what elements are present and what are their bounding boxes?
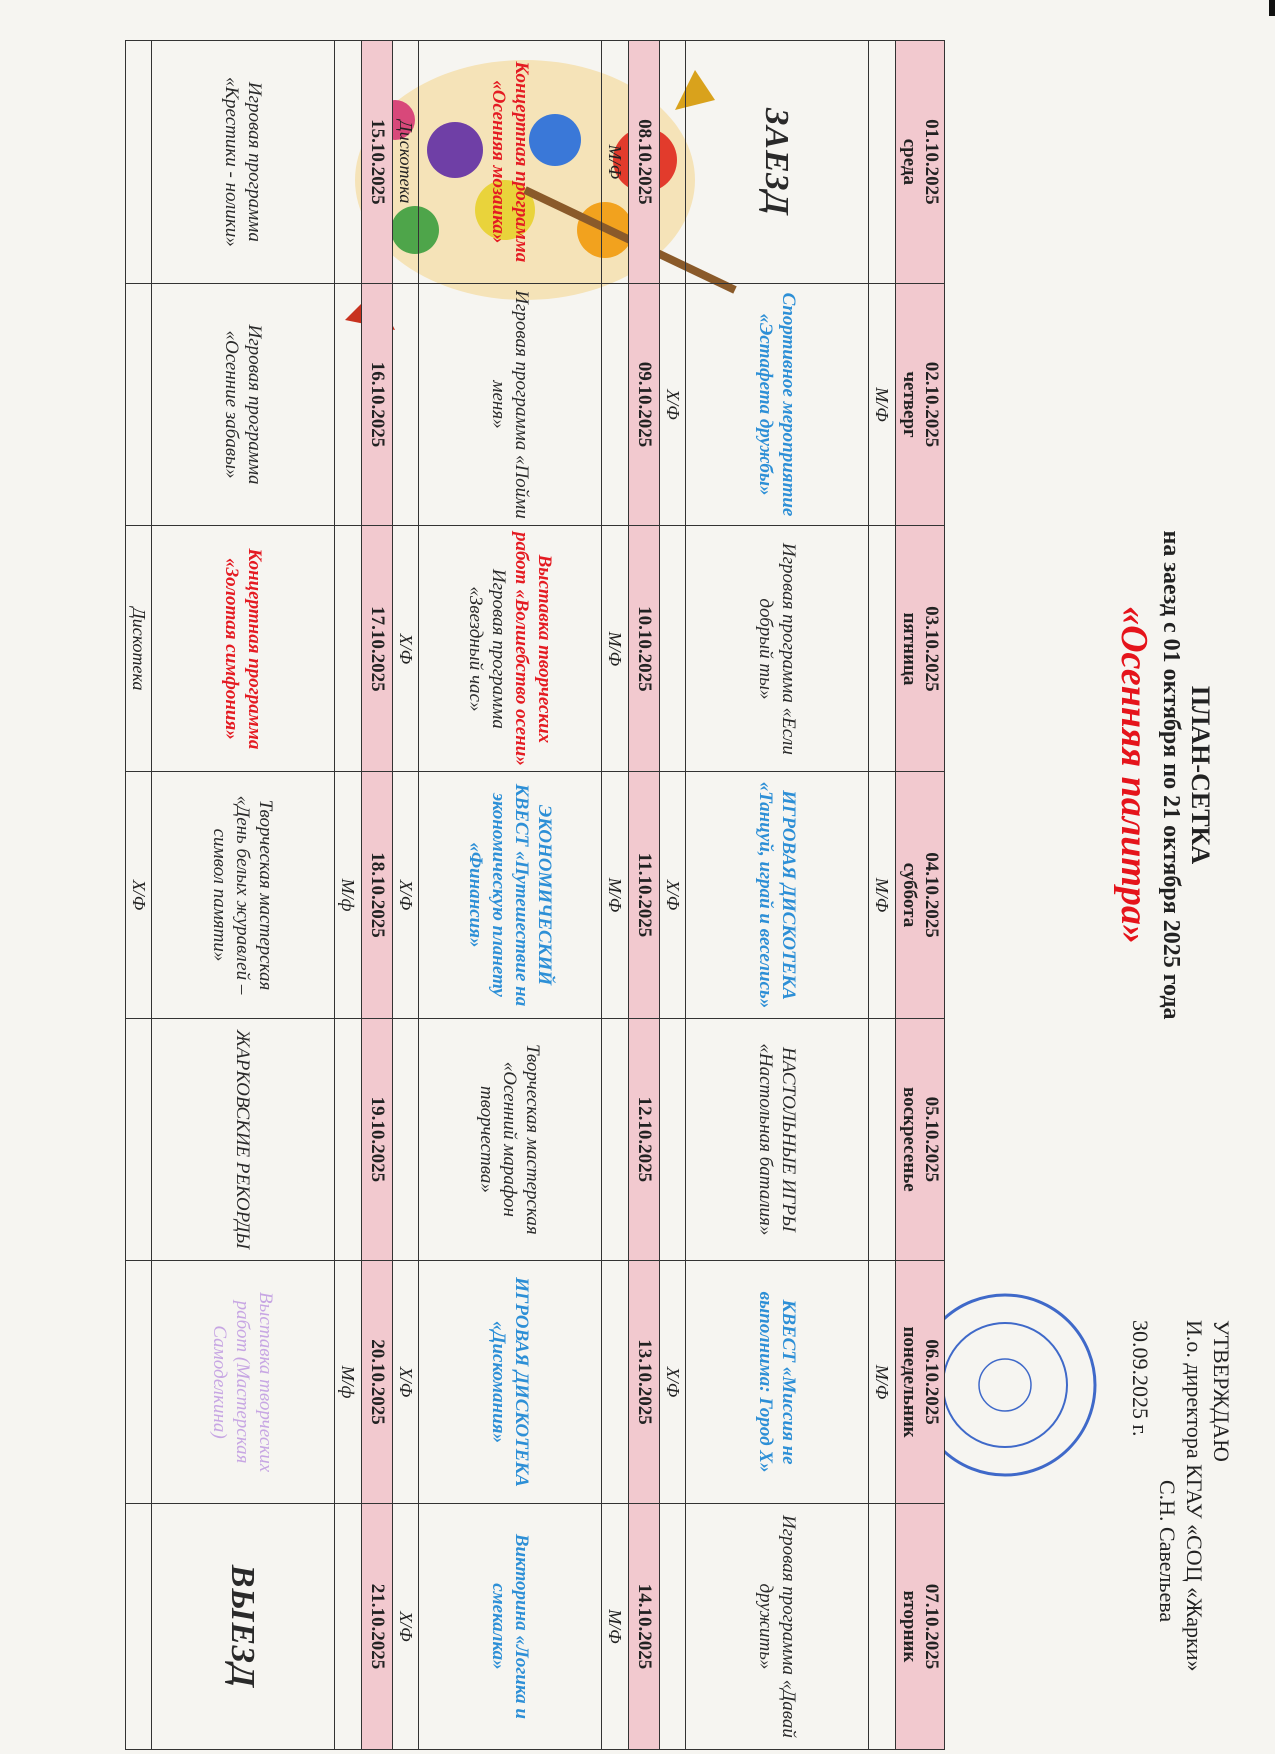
date-cell (896, 1018, 945, 1261)
event-text: Концертная программа «Осенняя мозаика» (488, 61, 532, 263)
approval-position: И.о. директора КГАУ «СОЦ «Жарки» (1182, 1320, 1207, 1672)
plan-subtitle: на заезд с 01 октября по 21 октября 2025 года (1158, 530, 1184, 1020)
evening-slot-row (126, 41, 152, 1750)
event-text: ИГРОВАЯ ДИСКОТЕКА «Дискомания» (488, 1277, 532, 1487)
date-cell (362, 1503, 393, 1749)
event-cell (686, 1261, 869, 1504)
plan-theme: «Осенняя палитра» (1113, 606, 1155, 944)
slot-cell: Х/Ф (660, 283, 686, 526)
date-cell (629, 283, 660, 526)
date-row (896, 41, 945, 1750)
slot-cell (869, 1018, 896, 1261)
slot-cell: Х/Ф (393, 1261, 419, 1504)
slot-cell (660, 1503, 686, 1749)
event-text: КВЕСТ «Миссия не выполнима: Город Х» (755, 1291, 799, 1473)
slot-cell (869, 41, 896, 284)
event-cell (152, 283, 335, 526)
date-cell (362, 41, 393, 284)
approval-heading: УТВЕРЖДАЮ (1209, 1320, 1234, 1462)
event-cell (419, 772, 602, 1018)
schedule-table (125, 40, 945, 1750)
morning-slot-row (602, 41, 629, 1750)
date-value: 11.10.2025 (634, 852, 655, 938)
slot-cell (602, 1261, 629, 1504)
event-cell (686, 772, 869, 1018)
slot-cell: Дискотека (393, 41, 419, 284)
morning-slot-row (869, 41, 896, 1750)
date-cell (629, 41, 660, 284)
slot-cell (126, 283, 152, 526)
date-value: 18.10.2025 (367, 852, 388, 938)
slot-cell: Х/Ф (393, 772, 419, 1018)
slot-cell (126, 41, 152, 284)
event-text: Выставка творческих работ (Мастерская Самоделкина) (209, 1291, 277, 1473)
event-cell (152, 772, 335, 1018)
weekday-label: среда (899, 138, 920, 185)
slot-cell: М/Ф (869, 283, 896, 526)
event-text: Игровая программа «Пойми меня» (488, 290, 532, 519)
event-cell (686, 1503, 869, 1749)
title-block (1111, 310, 1215, 1240)
date-value: 07.10.2025 (921, 1583, 942, 1670)
event-cell (152, 526, 335, 772)
slot-cell (660, 1018, 686, 1261)
date-value: 12.10.2025 (634, 1096, 655, 1183)
slot-cell (335, 1018, 362, 1261)
weekday-label: пятница (899, 612, 920, 686)
date-cell (896, 41, 945, 284)
event-text-exhibition: Выставка творческих работ «Волшебство осени» (511, 531, 555, 766)
date-value: 16.10.2025 (367, 361, 388, 448)
event-cell (686, 41, 869, 284)
slot-cell: М/ф (335, 1261, 362, 1504)
date-cell (896, 1503, 945, 1749)
event-text: НАСТОЛЬНЫЕ ИГРЫ «Настольная баталия» (755, 1043, 799, 1236)
slot-cell: Х/Ф (393, 1503, 419, 1749)
weekday-label: вторник (899, 1590, 920, 1663)
slot-cell: М/Ф (869, 1261, 896, 1504)
slot-cell (393, 283, 419, 526)
event-cell (419, 526, 602, 772)
event-cell (686, 283, 869, 526)
event-cell (419, 41, 602, 284)
slot-cell: М/Ф (602, 1503, 629, 1749)
date-cell (896, 1261, 945, 1504)
slot-cell: М/Ф (869, 772, 896, 1018)
event-cell (152, 1018, 335, 1261)
event-text: Игровая программа «Если добрый ты» (755, 542, 799, 755)
slot-cell (335, 283, 362, 526)
date-value: 17.10.2025 (367, 606, 388, 692)
date-value: 14.10.2025 (634, 1583, 655, 1670)
event-text: ИГРОВАЯ ДИСКОТЕКА «Танцуй, играй и веселись» (755, 781, 799, 1009)
slot-cell (869, 526, 896, 772)
event-text: Концертная программа «Золотая симфония» (221, 548, 265, 750)
date-cell (362, 772, 393, 1018)
date-value: 19.10.2025 (367, 1096, 388, 1183)
scan-corner-mark (1269, 0, 1275, 16)
events-row (686, 41, 869, 1750)
event-text: Спортивное мероприятие «Эстафета дружбы» (755, 292, 799, 517)
slot-cell (335, 41, 362, 284)
date-value: 10.10.2025 (634, 606, 655, 692)
slot-cell: М/ф (335, 772, 362, 1018)
date-value: 06.10.2025 (921, 1339, 942, 1425)
event-text: Творческая мастерская «Осенний марафон творчества» (476, 1044, 544, 1235)
slot-cell (126, 1018, 152, 1261)
slot-cell (602, 1018, 629, 1261)
event-text: ЭКОНОМИЧЕСКИЙ КВЕСТ «Путешествие на экономическую планету «Финансия» (465, 783, 555, 1007)
slot-cell: М/Ф (602, 772, 629, 1018)
date-cell (896, 772, 945, 1018)
event-text: ВЫЕЗД (224, 1564, 262, 1689)
evening-slot-row (660, 41, 686, 1750)
slot-cell (393, 1018, 419, 1261)
event-cell (152, 41, 335, 284)
date-value: 09.10.2025 (634, 361, 655, 448)
date-row (362, 41, 393, 1750)
date-cell (362, 1261, 393, 1504)
event-text: Игровая программа «Осенние забавы» (221, 324, 265, 485)
event-cell (419, 1261, 602, 1504)
date-value: 21.10.2025 (367, 1583, 388, 1670)
date-cell (896, 283, 945, 526)
date-value: 01.10.2025 (921, 119, 942, 205)
weekday-label: понедельник (899, 1326, 920, 1438)
event-cell (686, 1018, 869, 1261)
slot-cell (660, 526, 686, 772)
event-text: Викторина «Логика и смекалка» (488, 1533, 532, 1719)
event-text: ЖАРКОВСКИЕ РЕКОРДЫ (232, 1029, 254, 1249)
slot-cell (335, 526, 362, 772)
date-cell (629, 1018, 660, 1261)
date-value: 15.10.2025 (367, 119, 388, 205)
event-text: Игровая программа «Давай дружить» (755, 1514, 799, 1738)
event-text: Творческая мастерская «День белых журавлей – символ памяти» (209, 795, 277, 995)
date-value: 08.10.2025 (634, 119, 655, 205)
slot-cell: М/Ф (602, 526, 629, 772)
event-text: Игровая программа «Крестики - нолики» (221, 76, 265, 247)
event-cell (419, 283, 602, 526)
event-text: ЗАЕЗД (758, 107, 796, 216)
morning-slot-row (335, 41, 362, 1750)
weekday-label: воскресенье (899, 1086, 920, 1192)
slot-cell (602, 283, 629, 526)
date-cell (629, 526, 660, 772)
approval-signature-name: С.Н. Савельева (1155, 1480, 1180, 1623)
date-row (629, 41, 660, 1750)
event-cell (686, 526, 869, 772)
slot-cell: Х/Ф (660, 772, 686, 1018)
event-cell (419, 1018, 602, 1261)
slot-cell: Х/Ф (126, 772, 152, 1018)
slot-cell: Дискотека (126, 526, 152, 772)
slot-cell: Х/Ф (393, 526, 419, 772)
evening-slot-row (393, 41, 419, 1750)
approval-block (1127, 1320, 1235, 1740)
event-cell (152, 1503, 335, 1749)
date-cell (896, 526, 945, 772)
slot-cell (660, 41, 686, 284)
date-value: 03.10.2025 (921, 606, 942, 692)
event-text-game: Игровая программа «Звездный час» (465, 568, 509, 729)
event-cell (419, 1503, 602, 1749)
plan-title: ПЛАН-СЕТКА (1186, 685, 1215, 865)
date-value: 02.10.2025 (921, 361, 942, 448)
slot-cell: Х/Ф (660, 1261, 686, 1504)
slot-cell (869, 1503, 896, 1749)
weekday-label: суббота (899, 862, 920, 928)
date-cell (629, 772, 660, 1018)
date-cell (362, 283, 393, 526)
date-value: 05.10.2025 (921, 1096, 942, 1183)
slot-cell (126, 1503, 152, 1749)
date-value: 20.10.2025 (367, 1339, 388, 1425)
date-value: 04.10.2025 (921, 852, 942, 938)
event-cell (152, 1261, 335, 1504)
events-row (152, 41, 335, 1750)
slot-cell: М/Ф (602, 41, 629, 284)
weekday-label: четверг (899, 371, 920, 438)
date-cell (629, 1261, 660, 1504)
events-row (419, 41, 602, 1750)
date-value: 13.10.2025 (634, 1339, 655, 1425)
slot-cell (126, 1261, 152, 1504)
date-cell (362, 1018, 393, 1261)
approval-date: 30.09.2025 г. (1128, 1320, 1153, 1437)
date-cell (629, 1503, 660, 1749)
slot-cell (335, 1503, 362, 1749)
date-cell (362, 526, 393, 772)
